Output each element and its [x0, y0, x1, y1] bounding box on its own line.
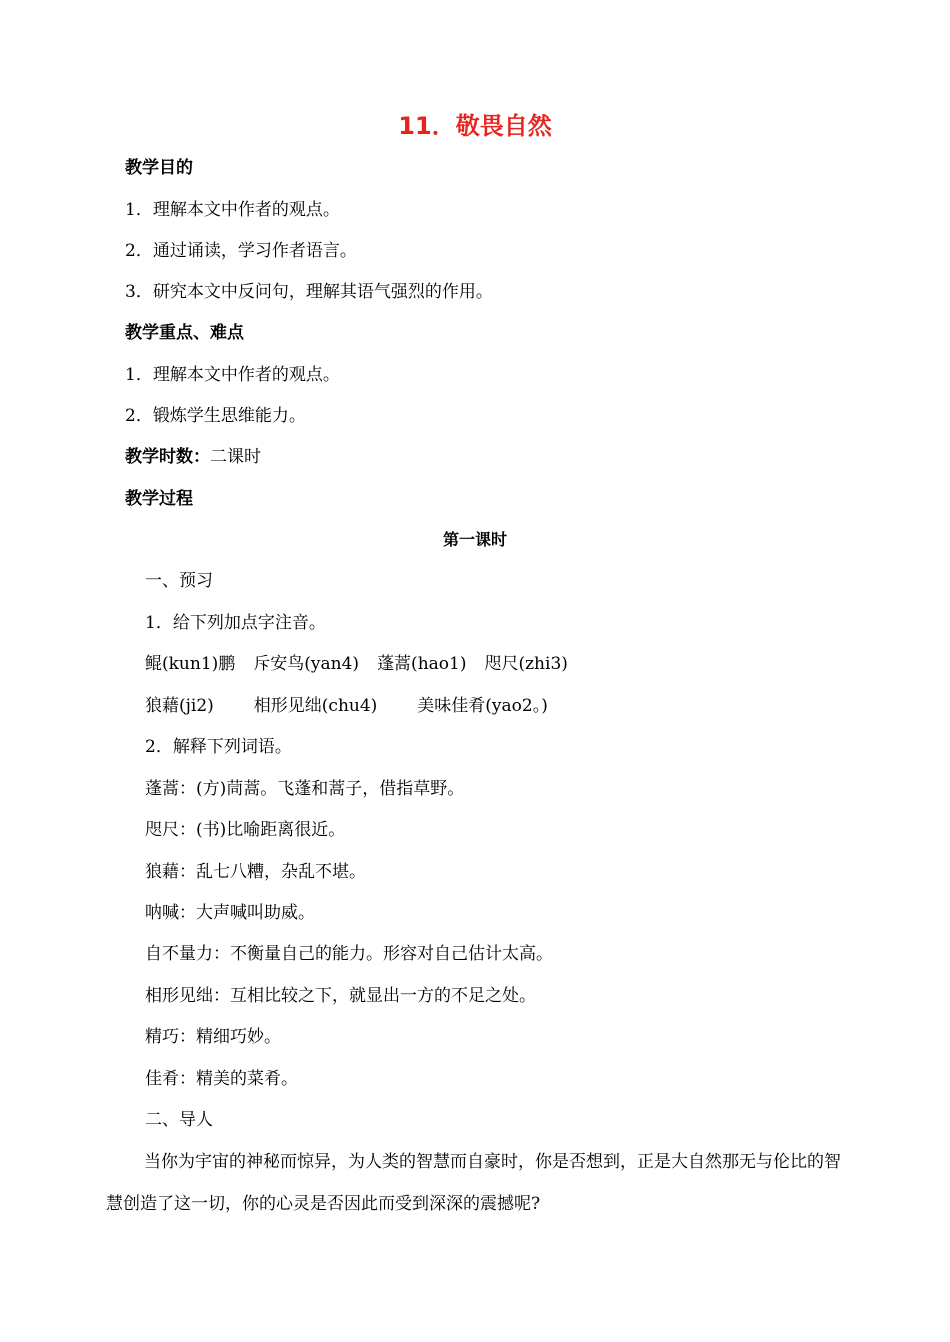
- teaching-hours: [125, 444, 261, 470]
- objective-item-1: 1．理解本文中作者的观点。: [125, 200, 340, 220]
- definition-item: 蓬蒿：(方)茼蒿。飞蓬和蒿子，借指草野。: [145, 779, 465, 799]
- key-points-heading: 教学重点、难点: [125, 323, 244, 343]
- part1-heading: 一、预习: [145, 571, 213, 591]
- part2-heading: 二、导人: [145, 1110, 213, 1130]
- document-title: 11．敬畏自然: [398, 112, 552, 140]
- key-point-item-2: 2．锻炼学生思维能力。: [125, 406, 306, 426]
- pinyin-item: 狼藉(ji2): [145, 696, 214, 716]
- pinyin-item: 斥安鸟(yan4): [253, 654, 360, 674]
- definition-item: 佳肴：精美的菜肴。: [145, 1069, 298, 1089]
- pinyin-row-1: [145, 651, 568, 677]
- definition-item: 自不量力：不衡量自己的能力。形容对自己估计太高。: [145, 944, 553, 964]
- objectives-heading: 教学目的: [125, 158, 193, 178]
- pinyin-item: 蓬蒿(hao1): [377, 654, 467, 674]
- definition-item: 呐喊：大声喊叫助威。: [145, 903, 315, 923]
- key-point-item-1: 1．理解本文中作者的观点。: [125, 365, 340, 385]
- pinyin-item: 美味佳肴(yao2。): [417, 696, 548, 716]
- definition-item: 相形见绌：互相比较之下，就显出一方的不足之处。: [145, 986, 536, 1006]
- pinyin-item: 鲲(kun1)鹏: [145, 654, 236, 674]
- pinyin-item: 咫尺(zhi3): [484, 654, 568, 674]
- definition-item: 精巧：精细巧妙。: [145, 1027, 281, 1047]
- intro-paragraph: 当你为宇宙的神秘而惊异，为人类的智慧而自豪时，你是否想到，正是大自然那无与伦比的智慧创造了这一切，你的心灵是否因此而受到深深的震撼呢?: [106, 1152, 841, 1214]
- task1-label: 1．给下列加点字注音。: [145, 613, 326, 633]
- teaching-hours-label: 教学时数：: [125, 447, 210, 467]
- objective-item-2: 2．通过诵读，学习作者语言。: [125, 241, 357, 261]
- definition-item: 咫尺：(书)比喻距离很近。: [145, 820, 346, 840]
- definition-item: 狼藉：乱七八糟，杂乱不堪。: [145, 862, 366, 882]
- teaching-hours-value: 二课时: [210, 447, 261, 467]
- pinyin-row-2: [145, 693, 548, 719]
- lesson-heading: 第一课时: [442, 530, 507, 549]
- objective-item-3: 3．研究本文中反问句，理解其语气强烈的作用。: [125, 282, 493, 302]
- pinyin-item: 相形见绌(chu4): [253, 696, 378, 716]
- task2-label: 2．解释下列词语。: [145, 737, 292, 757]
- process-heading: 教学过程: [125, 489, 193, 509]
